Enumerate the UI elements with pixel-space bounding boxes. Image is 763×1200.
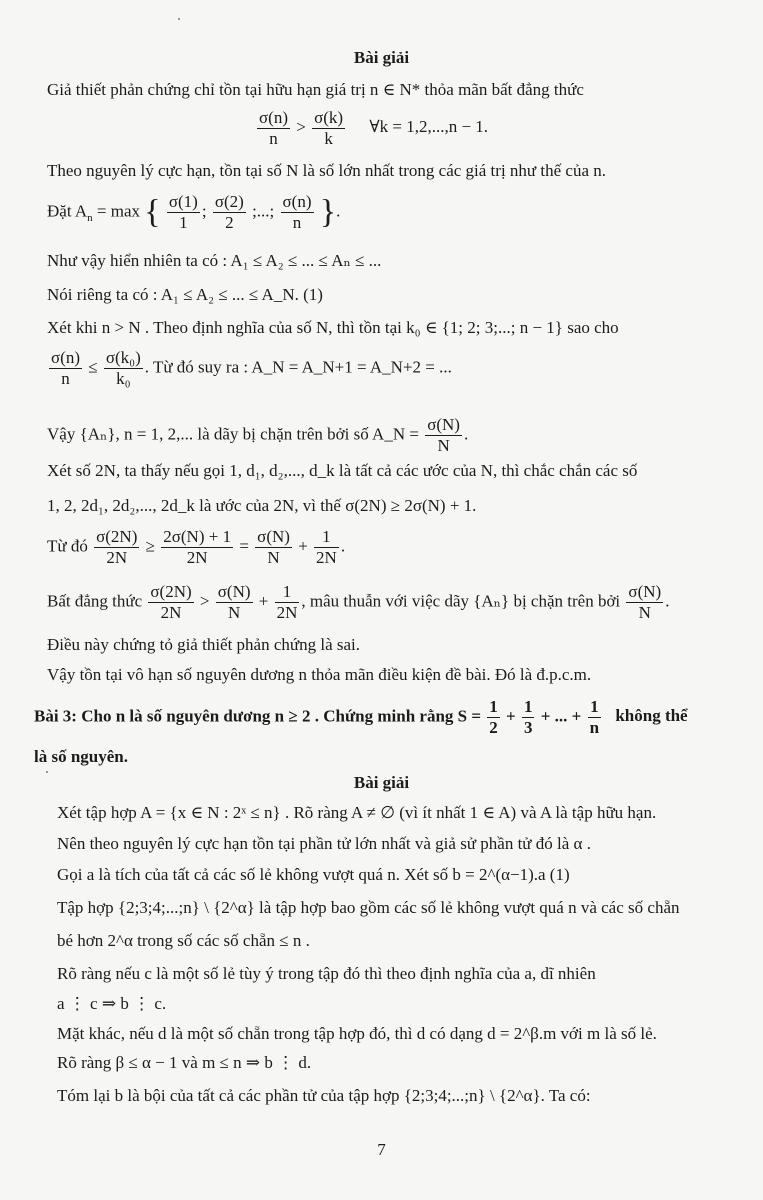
text-line: Gọi a là tích của tất cả các số lẻ không vượt quá n. Xét số b = 2^(α−1).a (1) [57,865,570,884]
text-line: Nên theo nguyên lý cực hạn tồn tại phần tử lớn nhất và giả sử phần tử đó là α . [57,834,591,853]
text-line: Rõ ràng nếu c là một số lẻ tùy ý trong tập đó thì theo định nghĩa của a, dĩ nhiên [57,964,596,983]
fraction: $\frac{\sigma(n)}{n}$ [51,348,80,388]
text-line: Xét tập hợp A = {x ∈ N : 2ˣ ≤ n} . Rõ ràng A ≠ ∅ (vì ít nhất 1 ∈ A) và A là tập hữu hạn. [57,803,657,822]
fraction: $\frac{\sigma(2)}{2}$ [214,192,244,232]
fraction: $\frac{\sigma(N)}{N}$ [427,415,460,455]
fraction: $\frac{\sigma(n)}{n}$ [282,192,312,232]
text-line: Mặt khác, nếu d là một số chẵn trong tập hợp đó, thì d có dạng d = 2^β.m với m là số lẻ. [57,1024,657,1043]
text-line: Tóm lại b là bội của tất cả các phần tử của tập hợp {2;3;4;...;n} \ {2^α}. Ta có: [57,1086,591,1105]
text-line: Như vậy hiển nhiên ta có : A₁ ≤ A₂ ≤ ... ≤ Aₙ ≤ ... [47,251,382,270]
text-line: Xét số 2N, ta thấy nếu gọi 1, d₁, d₂,..., d_k là tất cả các ước của N, thì chắc chắn các số [47,461,638,480]
text-line: Theo nguyên lý cực hạn, tồn tại số N là số lớn nhất trong các giá trị như thế của n. [47,161,606,180]
fraction: $\frac{2\sigma(N) + 1}{2N}$ [163,527,232,567]
fraction: $\frac{\sigma(n)}{n}$ [259,108,288,148]
formula-line: Từ đó $\frac{\sigma(2N)}{2N}$ ≥ $\frac{2\sigma(N) + 1}{2N}$ = $\frac{\sigma(N)}{N}$ + $\frac{1}{2N}$ . [47,527,346,567]
text-line: Xét khi n > N . Theo định nghĩa của số N, thì tồn tại k₀ ∈ {1; 2; 3;...; n − 1} sao cho [47,318,619,337]
problem-3-statement: Bài 3: Cho n là số nguyên dương n ≥ 2 . Chứng minh rằng S = $\frac{1}{2}$ + $\frac{1}{3}$ + ... + $\frac{1}{n}$ không thể [34,697,688,737]
text-line: a ⋮ c ⇒ b ⋮ c. [57,994,167,1013]
fraction: $\frac{1}{2}$ [489,697,498,737]
fraction: $\frac{\text{σ(k₀)}}{\text{k₀}}$ [105,348,141,388]
fraction: $\frac{\sigma(2N)}{2N}$ [96,527,138,567]
text-line: Tập hợp {2;3;4;...;n} \ {2^α} là tập hợp bao gồm các số lẻ không vượt quá n và các số chẵn [57,898,680,917]
fraction: $\frac{1}{n}$ [589,697,600,737]
solution-title-2: Bài giải [353,773,410,792]
fraction: $\frac{\sigma(N)}{N}$ [628,582,662,622]
fraction: $\frac{1}{2N}$ [316,527,337,567]
fraction: $\frac{1}{3}$ [523,697,533,737]
scan-speck [46,771,48,773]
text-line: Điều này chứng tỏ giả thiết phản chứng là sai. [47,635,361,654]
formula-line: $\frac{\sigma(n)}{n}$ ≤ $\frac{\text{σ(k₀)}}{\text{k₀}}$ . Từ đó suy ra : A_N = A_N+1 = A_N+2 = ... [51,348,452,388]
text-line: Rõ ràng β ≤ α − 1 và m ≤ n ⇒ b ⋮ d. [57,1053,312,1072]
page-number: 7 [377,1140,386,1159]
formula-line: Bất đẳng thức $\frac{\sigma(2N)}{2N}$ > $\frac{\sigma(N)}{N}$ + $\frac{1}{2N}$ , mâu thuẫn với việc dãy {Aₙ} bị chặn trên bởi $\frac{\sigma(N)}{N}$ . [47,582,670,622]
problem-3-statement-cont: là số nguyên. [34,747,128,766]
formula-line: Đặt $A_n = \max$ { $\frac{\sigma(1)}{1}$ ; $\frac{\sigma(2)}{2}$ ;...; $\frac{\sigma(n)}{n}$ }. [47,192,341,232]
fraction: $\frac{\sigma(N)}{N}$ [257,527,290,567]
fraction: $\frac{\sigma(k)}{k}$ [314,108,344,148]
text-line: Giả thiết phản chứng chỉ tồn tại hữu hạn giá trị n ∈ N* thỏa mãn bất đẳng thức [47,80,584,99]
fraction: $\frac{\sigma(1)}{1}$ [168,192,198,232]
fraction: $\frac{\sigma(N)}{N}$ [217,582,251,622]
formula-line: Vậy {Aₙ}, n = 1, 2,... là dãy bị chặn trên bởi số A_N = $\frac{\sigma(N)}{N}$ . [47,415,469,455]
scan-speck [178,18,180,20]
text-line: Vậy tồn tại vô hạn số nguyên dương n thỏa mãn điều kiện đề bài. Đó là đ.p.c.m. [47,665,592,684]
text-line: bé hơn 2^α trong số các số chẵn ≤ n . [57,931,310,950]
fraction: $\frac{1}{2N}$ [276,582,298,622]
solution-title-1: Bài giải [353,48,410,67]
text-line: 1, 2, 2d₁, 2d₂,..., 2d_k là ước của 2N, vì thế σ(2N) ≥ 2σ(N) + 1. [47,496,477,515]
text-line: Nói riêng ta có : A₁ ≤ A₂ ≤ ... ≤ A_N. (1) [47,285,323,304]
fraction: $\frac{\sigma(2N)}{2N}$ [150,582,192,622]
formula-line: $\frac{\sigma(n)}{n}$ > $\frac{\sigma(k)}{k}$ ∀k = 1,2,...,n − 1. [259,108,489,148]
